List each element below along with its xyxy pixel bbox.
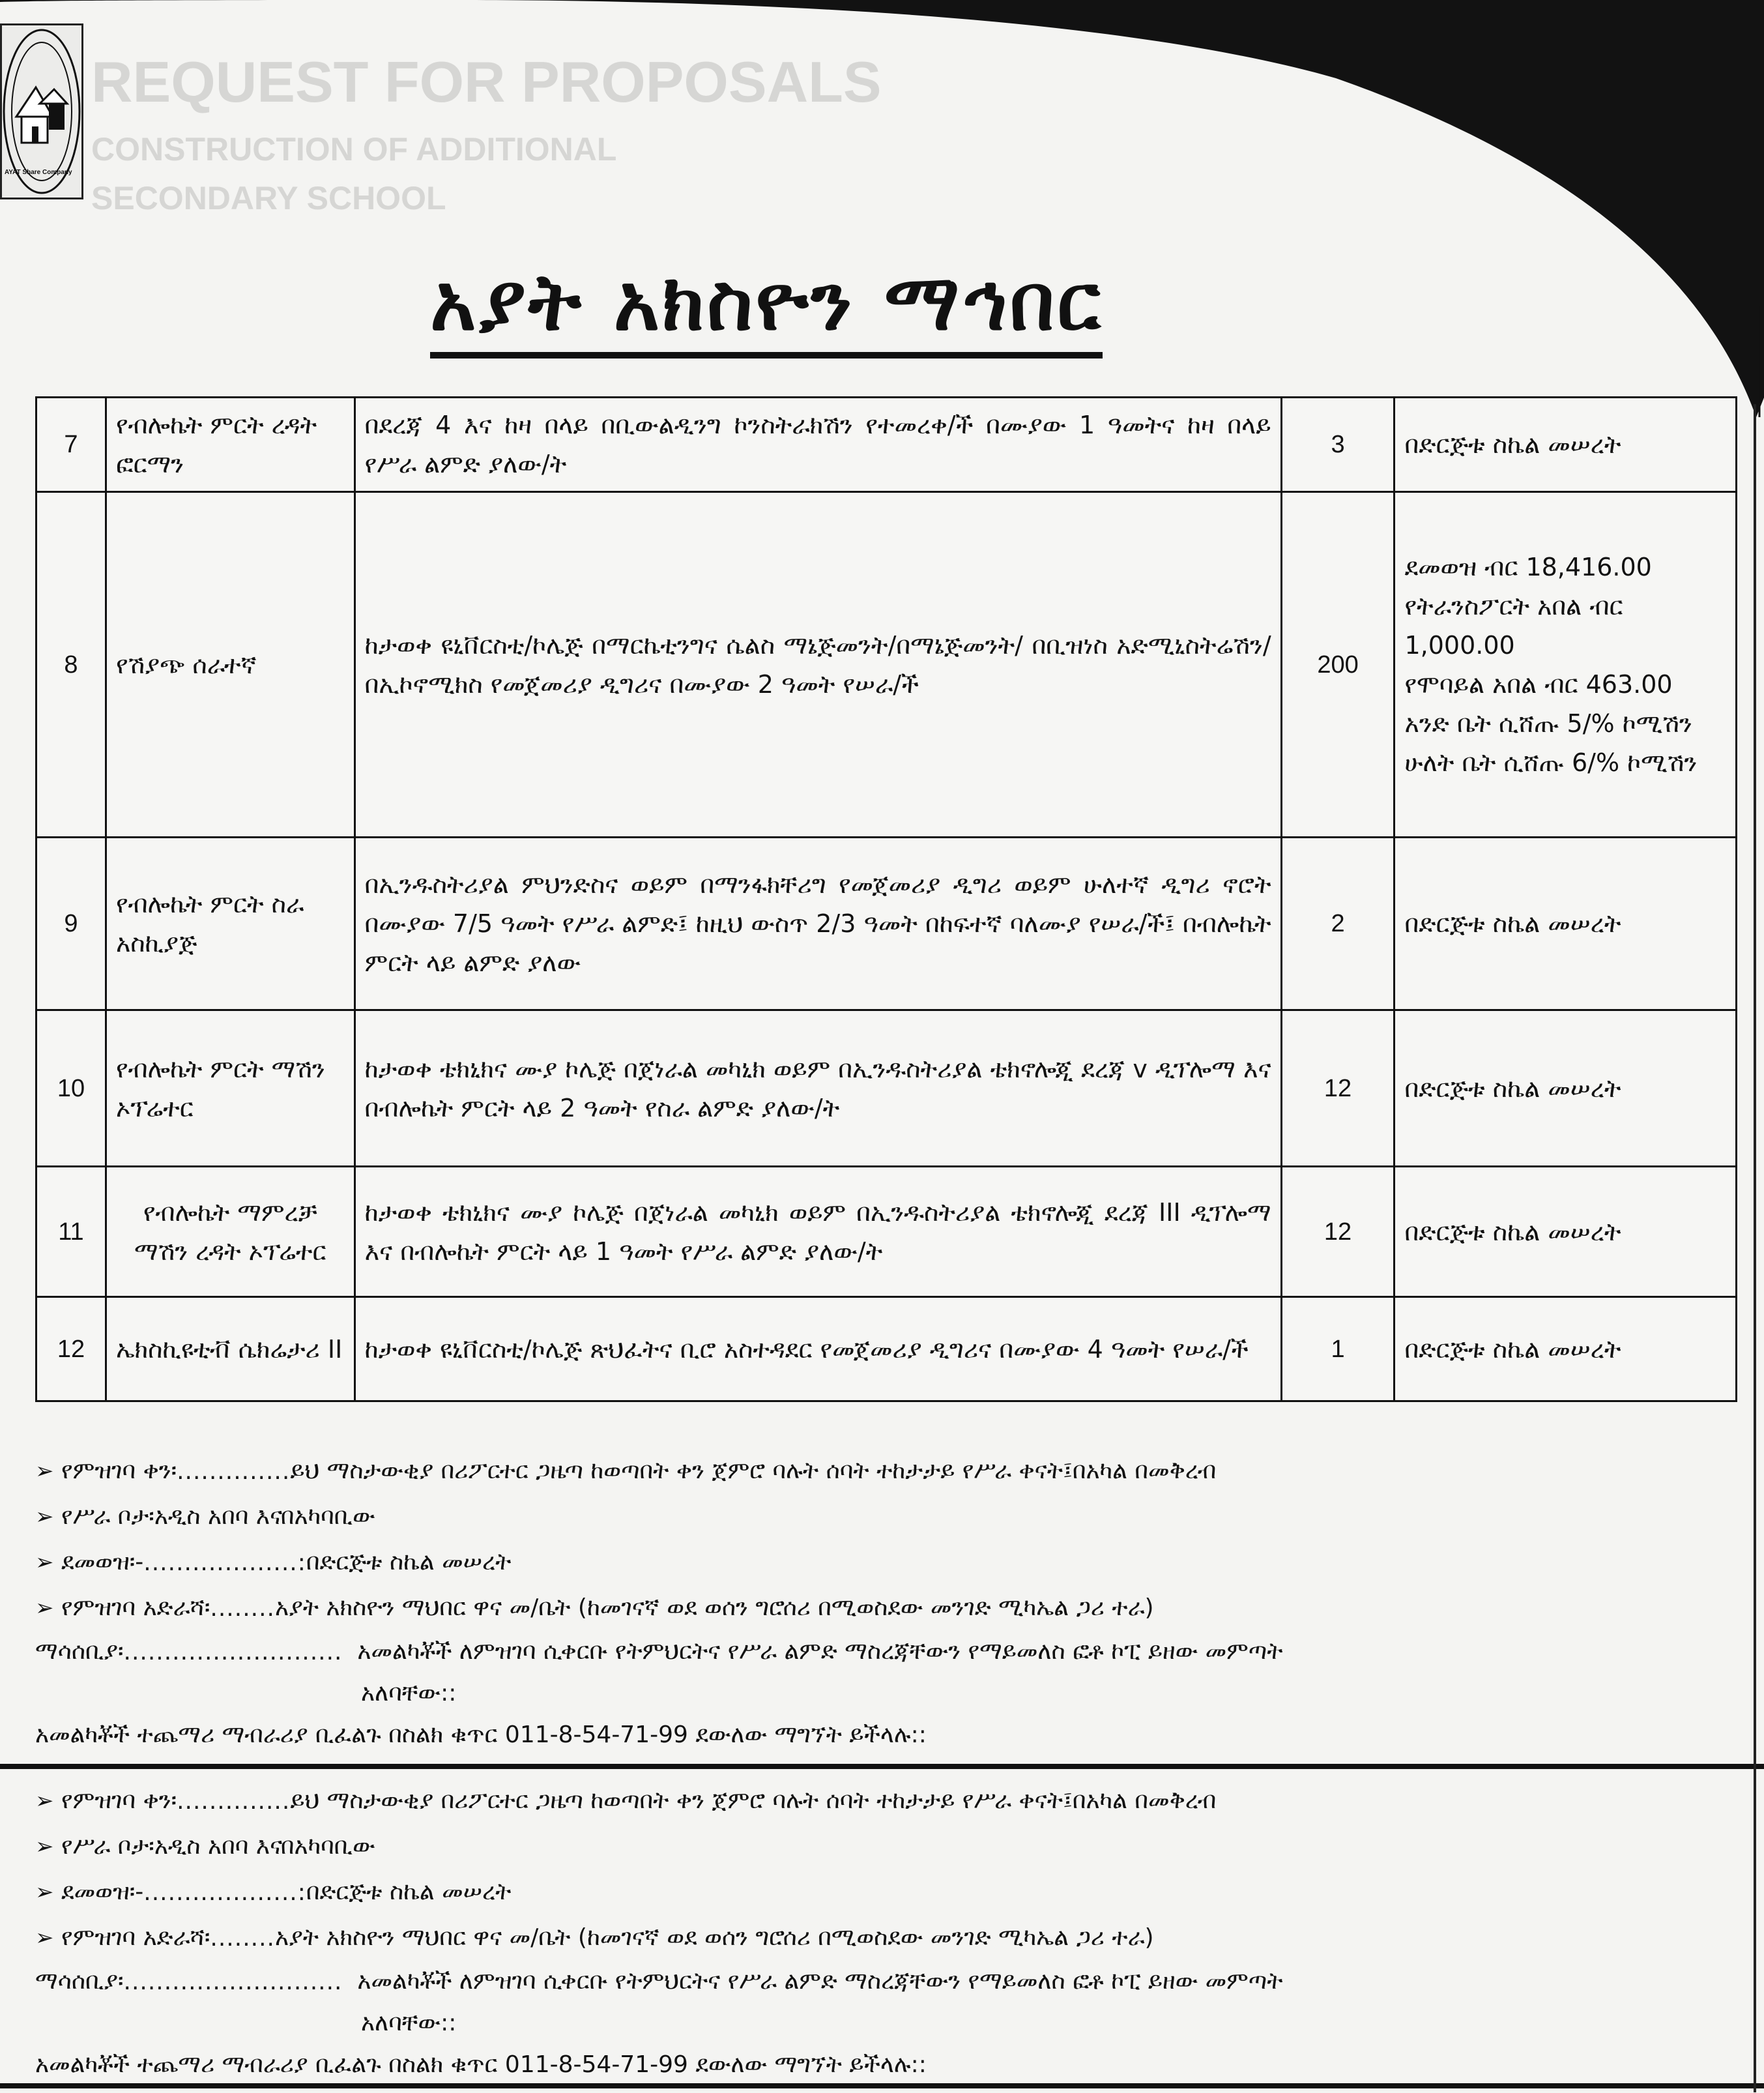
ghost-subheading-2: SECONDARY SCHOOL — [91, 180, 446, 216]
notice-item-work-place: ➢ የሥራ ቦታ፡ አዲስ አበባ እናበአካባቢው — [35, 1503, 375, 1530]
table-row — [36, 1297, 1737, 1401]
row-number: 9 — [36, 838, 106, 1010]
commission-one-house: አንድ ቤት ሲሸጡ 5/% ኮሚሽን — [1404, 709, 1692, 738]
salary: በድርጅቱ ስኬል መሠረት — [1395, 1167, 1737, 1297]
position-title: ኤክስኪዩቲቭ ሴክሬታሪ II — [106, 1297, 354, 1401]
bottom-border — [0, 2083, 1764, 2088]
arrow-bullet-icon: ➢ — [35, 1879, 54, 1905]
notice-item-salary: ➢ ደመወዝ፡- ...................: በድርጅቱ ስኬል መሠረት — [35, 1879, 512, 1906]
quantity: 12 — [1281, 1167, 1395, 1297]
transport-allowance: የትራንስፖርት አበል ብር 1,000.00 — [1404, 591, 1623, 660]
arrow-bullet-icon: ➢ — [35, 1834, 54, 1860]
requirements: ከታወቀ ቴክኒክና ሙያ ኮሌጅ በጀነራል መካኒክ ወይም በኢንዱስትሪያል ቴክኖሎጂ ደረጃ III ዲፕሎማ እና በብሎኬት ምርት ላይ 1 ዓመት የሥራ ልምድ ያለው/ት — [354, 1167, 1281, 1297]
row-number: 11 — [36, 1167, 106, 1297]
quantity: 200 — [1281, 492, 1395, 838]
notice-reminder: ማሳሰቢያ፡ ........................... አመልካቾች ለምዝገባ ሲቀርቡ የትምህርትና የሥራ ልምድ ማስረጃቸውን የማይመለስ ፎቶ ኮፒ ይዘው መምጣት — [35, 1638, 1283, 1665]
table-row — [36, 1010, 1737, 1167]
row-number: 7 — [36, 398, 106, 492]
ghost-heading: REQUEST FOR PROPOSALS — [91, 50, 882, 114]
notice-contact: አመልካቾች ተጨማሪ ማብራሪያ ቢፈልጉ በስልክ ቁጥር 011-8-54-71-99 ደውለው ማግኘት ይችላሉ:: — [35, 2051, 927, 2078]
notice-reminder: ማሳሰቢያ፡ ........................... አመልካቾች ለምዝገባ ሲቀርቡ የትምህርትና የሥራ ልምድ ማስረጃቸውን የማይመለስ ፎቶ ኮፒ ይዘው መምጣት — [35, 1968, 1283, 1995]
salary-line: ደመወዝ ብር 18,416.00 — [1404, 552, 1652, 581]
notice-reminder-continued: አለባቸው:: — [361, 2010, 457, 2036]
notice-item-address: ➢ የምዝገባ አድራሻ፡ ........ አያት አክስዮን ማህበር ዋና መ/ቤት (ከመገናኛ ወደ ወሰን ግሮሰሪ በሚወስደው መንገድ ሚካኤል ጋሪ ተራ) — [35, 1924, 1154, 1952]
row-number: 8 — [36, 492, 106, 838]
requirements: ከታወቀ ቴክኒክና ሙያ ኮሌጅ በጀነራል መካኒክ ወይም በኢንዱስትሪያል ቴክኖሎጂ ደረጃ v ዲፕሎማ እና በብሎኬት ምርት ላይ 2 ዓመት የስራ ልምድ ያለው/ት — [354, 1010, 1281, 1167]
notice-item-address: ➢ የምዝገባ አድራሻ፡ ........ አያት አክስዮን ማህበር ዋና መ/ቤት (ከመገናኛ ወደ ወሰን ግሮሰሪ በሚወስደው መንገድ ሚካኤል ጋሪ ተራ) — [35, 1594, 1154, 1622]
ghost-subheading-1: CONSTRUCTION OF ADDITIONAL — [91, 131, 617, 168]
row-number: 10 — [36, 1010, 106, 1167]
salary: በድርጅቱ ስኬል መሠረት — [1395, 1010, 1737, 1167]
table-row — [36, 838, 1737, 1010]
requirements: ከታወቀ ዩኒቨርስቲ/ኮሌጅ ጽህፈትና ቢሮ አስተዳደር የመጀመሪያ ዲግሪና በሙያው 4 ዓመት የሠራ/ች — [354, 1297, 1281, 1401]
notice-item-salary: ➢ ደመወዝ፡- ...................: በድርጅቱ ስኬል መሠረት — [35, 1549, 512, 1576]
notice-block-duplicate — [35, 1778, 1737, 2086]
requirements: በኢንዱስትሪያል ምህንድስና ወይም በማንፋክቸሪግ የመጀመሪያ ዲግሪ ወይም ሁለተኛ ዲግሪ ኖሮት በሙያው 7/5 ዓመት የሥራ ልምድ፤ ከዚህ ውስጥ 2/3 ዓመት በከፍተኛ ባለሙያ የሠራ/ች፤ በብሎኬት ምርት ላይ ልምድ ያለው — [354, 838, 1281, 1010]
arrow-bullet-icon: ➢ — [35, 1458, 54, 1484]
arrow-bullet-icon: ➢ — [35, 1788, 54, 1814]
position-title: የሽያጭ ሰራተኛ — [106, 492, 354, 838]
notice-reminder-continued: አለባቸው:: — [361, 1680, 457, 1706]
company-logo — [0, 23, 83, 199]
requirements: በደረጃ 4 እና ከዛ በላይ በቢውልዲንግ ኮንስትራክሽን የተመረቀ/ች በሙያው 1 ዓመትና ከዛ በላይ የሥራ ልምድ ያለው/ት — [354, 398, 1281, 492]
salary-benefits — [1395, 492, 1737, 838]
logo-bottom-text: AYAT Share Company — [5, 169, 72, 176]
table-row — [36, 492, 1737, 838]
row-number: 12 — [36, 1297, 106, 1401]
salary: በድርጅቱ ስኬል መሠረት — [1395, 1297, 1737, 1401]
salary: በድርጅቱ ስኬል መሠረት — [1395, 398, 1737, 492]
page-title: አያት አክስዮን ማኅበር — [430, 254, 1103, 359]
commission-two-houses: ሁለት ቤት ሲሸጡ 6/% ኮሚሽን — [1404, 748, 1698, 777]
quantity: 12 — [1281, 1010, 1395, 1167]
arrow-bullet-icon: ➢ — [35, 1504, 54, 1530]
table-row — [36, 1167, 1737, 1297]
notice-contact: አመልካቾች ተጨማሪ ማብራሪያ ቢፈልጉ በስልክ ቁጥር 011-8-54-71-99 ደውለው ማግኘት ይችላሉ:: — [35, 1721, 927, 1748]
section-divider — [0, 1764, 1764, 1769]
notice-item-registration-date: ➢ የምዝገባ ቀን፡ .............. ይህ ማስታውቂያ በሪፖርተር ጋዜጣ ከወጣበት ቀን ጀምሮ ባሉት ሰባት ተከታታይ የሥራ ቀናት፤በአካል በመቅረብ — [35, 1787, 1217, 1815]
quantity: 1 — [1281, 1297, 1395, 1401]
arrow-bullet-icon: ➢ — [35, 1549, 54, 1575]
jobs-table — [35, 396, 1737, 1402]
salary: በድርጅቱ ስኬል መሠረት — [1395, 838, 1737, 1010]
quantity: 3 — [1281, 398, 1395, 492]
notice-item-registration-date: ➢ የምዝገባ ቀን፡ .............. ይህ ማስታውቂያ በሪፖርተር ጋዜጣ ከወጣበት ቀን ጀምሮ ባሉት ሰባት ተከታታይ የሥራ ቀናት፤በአካል በመቅረብ — [35, 1457, 1217, 1485]
position-title: የብሎኬት ምርት ስራ አስኪያጅ — [106, 838, 354, 1010]
notice-block — [35, 1448, 1737, 1756]
requirements: ከታወቀ ዩኒቨርስቲ/ኮሌጅ በማርኬቲንግና ሴልስ ማኔጅመንት/በማኔጅመንት/ በቢዝነስ አድሚኒስትሬሽን/ በኢኮኖሚክስ የመጀመሪያ ዲግሪና በሙያው 2 ዓመት የሠራ/ች — [354, 492, 1281, 838]
position-title: የብሎኬት ማምረቻ ማሽን ረዳት ኦፕሬተር — [106, 1167, 354, 1297]
table-row — [36, 398, 1737, 492]
mobile-allowance: የሞባይል አበል ብር 463.00 — [1404, 669, 1673, 699]
quantity: 2 — [1281, 838, 1395, 1010]
arrow-bullet-icon: ➢ — [35, 1925, 54, 1951]
notice-item-work-place: ➢ የሥራ ቦታ፡ አዲስ አበባ እናበአካባቢው — [35, 1833, 375, 1860]
right-frame-border — [1754, 404, 1756, 2092]
position-title: የብሎኬት ምርት ማሽን ኦፕሬተር — [106, 1010, 354, 1167]
arrow-bullet-icon: ➢ — [35, 1595, 54, 1621]
position-title: የብሎኬት ምርት ረዳት ፎርማን — [106, 398, 354, 492]
